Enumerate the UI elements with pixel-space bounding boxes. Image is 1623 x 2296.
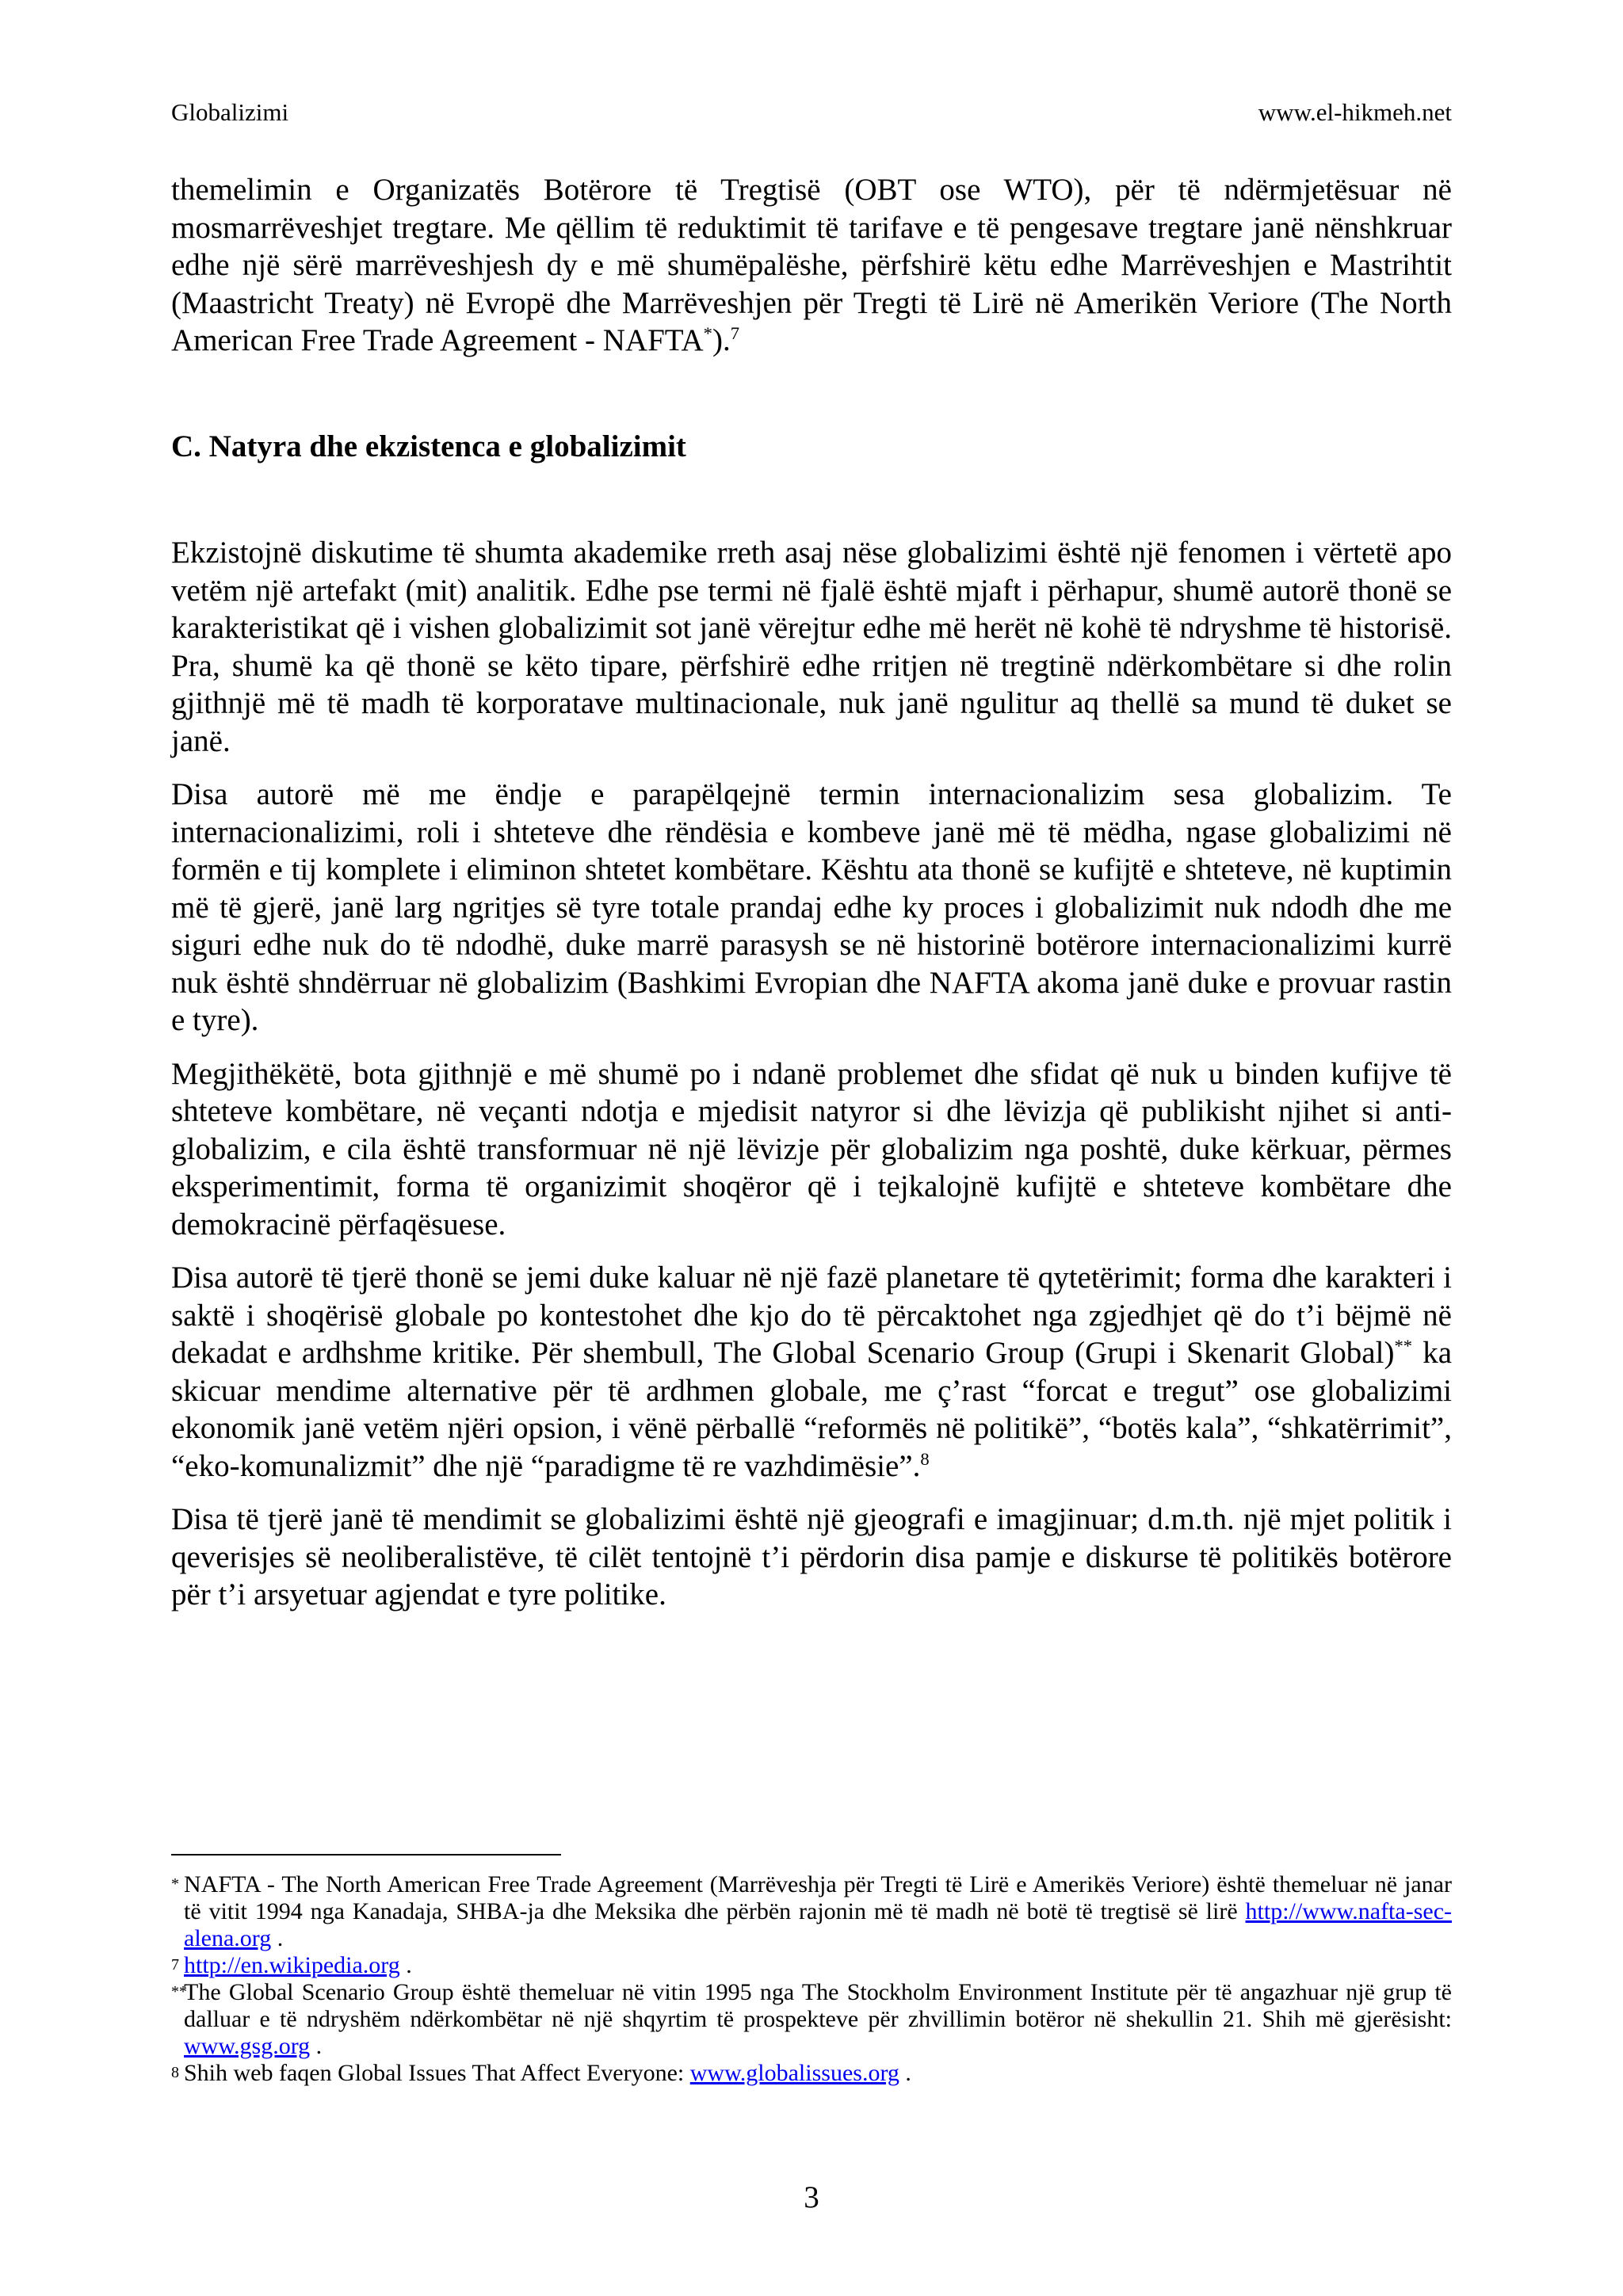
footnote-ref-double-star[interactable]: ** xyxy=(1394,1336,1413,1356)
footnote-link-globalissues[interactable]: www.globalissues.org xyxy=(689,2060,899,2086)
footnotes xyxy=(171,1871,1452,2087)
footnote-end: . xyxy=(310,2033,323,2059)
footnote-end: . xyxy=(399,1952,412,1978)
paragraph-2: Disa autorë më me ëndje e parapëlqejnë termin internacionalizim sesa globalizim. Te internacionalizimi, roli i shteteve dhe rëndësia e kombeve janë më të mëdha, ngase globalizimi në formën e tij komplete i eliminon shtetet kombëtare. Kështu ata thonë se kufijtë e shteteve, në kuptimin më të gjerë, janë larg ngritjes së tyre totale prandaj edhe ky proces i globalizimit nuk ndodh dhe me siguri edhe nuk do të ndodhë, duke marrë parasysh se në historinë botërore internacionalizimi kurrë nuk është shndërruar në globalizim (Bashkimi Evropian dhe NAFTA akoma janë duke e provuar rastin e tyre). xyxy=(171,777,1452,1037)
footnote-link-gsg[interactable]: www.gsg.org xyxy=(184,2033,311,2059)
footnote-gsg xyxy=(171,1979,1452,2060)
footnote-7 xyxy=(171,1952,1452,1979)
footnote-mark: ** xyxy=(171,1983,187,2000)
section-heading: C. Natyra dhe ekzistenca e globalizimit xyxy=(171,429,686,463)
intro-text: themelimin e Organizatës Botërore të Tregtisë (OBT ose WTO), për të ndërmjetësuar në mosmarrëveshjet tregtare. Me qëllim të reduktimit të tarifave e të pengesave tregtare janë nënshkruar edhe një sërë marrëveshjesh dy e më shumëpalëshe, përfshirë këtu edhe Marrëveshjen e Mastrihtit (Maastricht Treaty) në Evropë dhe Marrëveshjen për Tregti të Lirë në Amerikën Veriore (The North American Free Trade Agreement - NAFTA xyxy=(171,173,1452,357)
footnote-mark: 8 xyxy=(171,2064,179,2081)
footnote-end: . xyxy=(271,1925,284,1951)
paragraph-4-part-b: ka skicuar mendime alternative për të ardhmen globale, me ç’rast “forcat e tregut” ose globalizimi ekonomik janë vetëm njëri opsion, i vënë përballë “reformës në politikë”, “botës kala”, “shkatërrimit”, “eko-komunalizmit” dhe një “paradigme të re vazhdimësie”. xyxy=(171,1336,1453,1483)
intro-tail: ). xyxy=(712,323,731,357)
footnote-ref-8[interactable]: 8 xyxy=(920,1448,930,1469)
footnote-divider xyxy=(171,1854,561,1855)
header-website: www.el-hikmeh.net xyxy=(1258,98,1452,126)
page-number: 3 xyxy=(804,2180,819,2214)
footnote-mark: * xyxy=(171,1875,179,1893)
paragraph-5: Disa të tjerë janë të mendimit se globalizimi është një gjeografi e imagjinuar; d.m.th. një mjet politik i qeverisjes së neoliberalistëve, të cilët tentojnë t’i përdorin disa pamje e diskurse të politikës botërore për t’i arsyetuar agjendat e tyre politike. xyxy=(171,1502,1452,1611)
main-body xyxy=(171,534,1452,1630)
paragraph-4 xyxy=(171,1259,1452,1485)
footnote-ref-7[interactable]: 7 xyxy=(730,323,740,343)
page-header xyxy=(171,97,1452,128)
intro-paragraph xyxy=(171,171,1452,360)
footnote-text: Shih web faqen Global Issues That Affect Everyone: xyxy=(184,2060,690,2086)
footnote-8 xyxy=(171,2060,1452,2087)
paragraph-4-part-a: Disa autorë të tjerë thonë se jemi duke kaluar në një fazë planetare të qytetërimit; forma dhe karakteri i saktë i shoqërisë globale po kontestohet dhe kjo do të përcaktohet nga zgjedhjet që do t’i bëjmë në dekadat e ardhshme kritike. Për shembull, The Global Scenario Group (Grupi i Skenarit Global) xyxy=(171,1261,1452,1370)
footnote-link-wikipedia[interactable]: http://en.wikipedia.org xyxy=(184,1952,400,1978)
footnote-nafta xyxy=(171,1871,1452,1952)
footnote-ref-star[interactable]: * xyxy=(703,323,712,343)
footnote-end: . xyxy=(899,2060,911,2086)
footnote-link-nafta[interactable]: http://www.nafta-sec-alena.org xyxy=(184,1898,1452,1951)
paragraph-1: Ekzistojnë diskutime të shumta akademike rreth asaj nëse globalizimi është një fenomen i vërtetë apo vetëm një artefakt (mit) analitik. Edhe pse termi në fjalë është mjaft i përhapur, shumë autorë thonë se karakteristikat që i vishen globalizimit sot janë vërejtur edhe më herët në kohë të ndryshme të historisë. Pra, shumë ka që thonë se këto tipare, përfshirë edhe rritjen në tregtinë ndërkombëtare si dhe rolin gjithnjë më të madh të korporatave multinacionale, nuk janë ngulitur aq thellë sa mund të duket se janë. xyxy=(171,536,1452,758)
footnote-mark: 7 xyxy=(171,1956,179,1974)
paragraph-3: Megjithëkëtë, bota gjithnjë e më shumë po i ndanë problemet dhe sfidat që nuk u binden kufijve të shteteve kombëtare, në veçanti ndotja e mjedisit natyror si dhe lëvizja që publikisht njihet si anti-globalizim, e cila është transformuar në një lëvizje për globalizim nga poshtë, duke kërkuar, përmes eksperimentimit, forma të organizimit shoqëror që i tejkalojnë kufijtë e shteteve kombëtare dhe demokracinë përfaqësuese. xyxy=(171,1056,1452,1241)
footnote-text: The Global Scenario Group është themeluar në vitin 1995 nga The Stockholm Environment Institute për të angazhuar një grup të dalluar e të ndryshëm ndërkombëtar në një shqyrtim të prospekteve për zhvillimin botëror në shekullin 21. Shih më gjerësisht: xyxy=(184,1979,1452,2032)
footnote-text: NAFTA - The North American Free Trade Agreement (Marrëveshja për Tregti të Lirë e Amerikës Veriore) është themeluar në janar të vitit 1994 nga Kanadaja, SHBA-ja dhe Meksika dhe përbën rajonin më të madh në botë të tregtisë së lirë xyxy=(184,1871,1452,1924)
header-title: Globalizimi xyxy=(171,98,289,126)
